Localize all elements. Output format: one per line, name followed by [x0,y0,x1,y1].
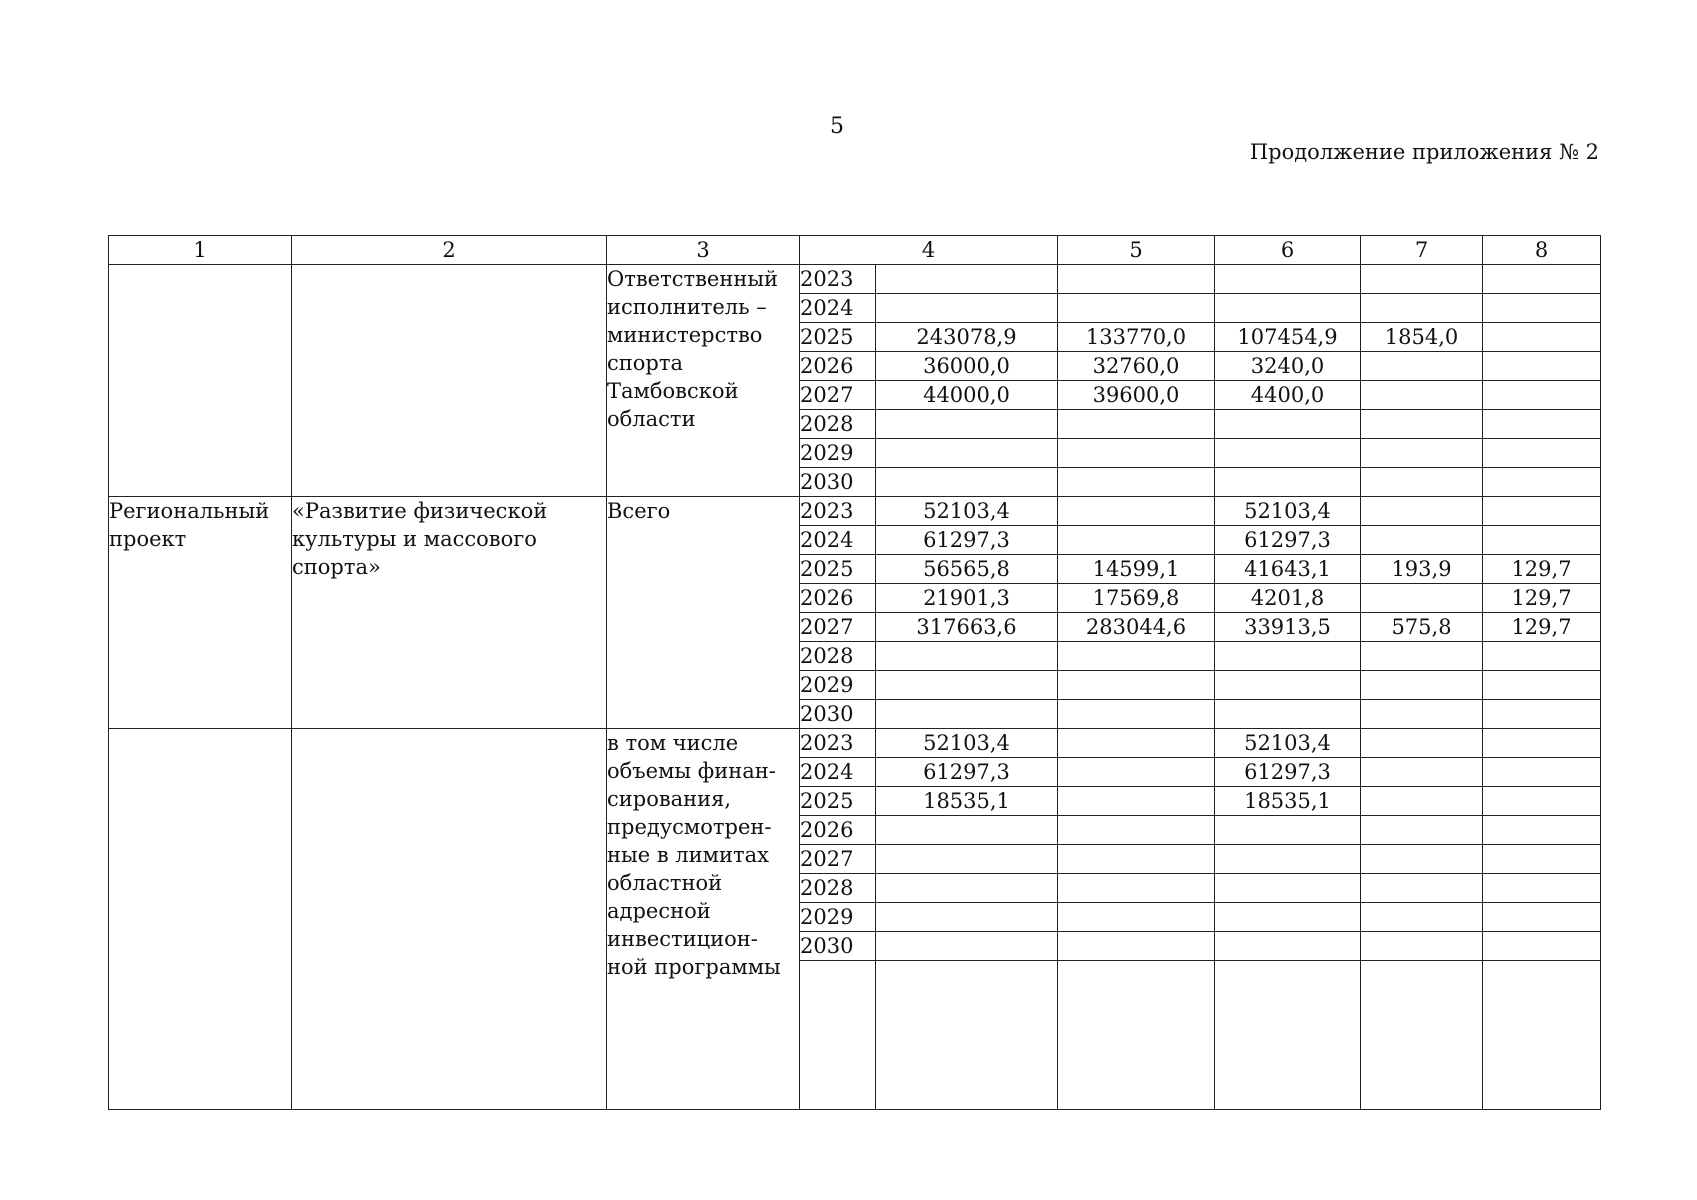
year-cell: 2030 [800,700,876,729]
value-cell-col4: 317663,6 [876,613,1058,642]
value-cell-col7 [1361,265,1483,294]
value-cell-col5 [1058,468,1215,497]
page-number: 5 [830,114,844,139]
year-cell: 2027 [800,381,876,410]
funding-source-line: Тамбовской [607,379,739,403]
value-cell-col5: 17569,8 [1058,584,1215,613]
value-cell-col6: 33913,5 [1215,613,1361,642]
year-cell: 2024 [800,526,876,555]
value-cell-col6 [1215,903,1361,932]
year-cell: 2024 [800,294,876,323]
value-cell-col8 [1483,410,1601,439]
value-cell-col7 [1361,758,1483,787]
year-cell: 2023 [800,729,876,758]
value-cell-col7 [1361,932,1483,961]
year-cell: 2025 [800,555,876,584]
value-cell-col7 [1361,468,1483,497]
value-cell-col8 [1483,816,1601,845]
table-row [109,729,1601,758]
funding-source-line: Всего [607,499,671,523]
value-cell-col5 [1058,758,1215,787]
value-cell-col4 [876,265,1058,294]
value-cell-col8 [1483,265,1601,294]
funding-source-line: спорта [607,351,683,375]
funding-source-line: ные в лимитах [607,843,769,867]
value-cell-col5 [1058,671,1215,700]
value-cell-col8 [1483,642,1601,671]
value-cell-col8: 129,7 [1483,584,1601,613]
value-cell-col8 [1483,874,1601,903]
value-cell-col5 [1058,642,1215,671]
value-cell-col5 [1058,294,1215,323]
value-cell-col8 [1483,323,1601,352]
value-cell-col6 [1215,265,1361,294]
value-cell-col7 [1361,410,1483,439]
value-cell-col4: 18535,1 [876,787,1058,816]
funding-source-line: предусмотрен- [607,815,772,839]
value-cell-col7 [1361,787,1483,816]
column-header-4: 4 [800,236,1058,265]
table-body [109,236,1601,1110]
year-cell: 2029 [800,671,876,700]
value-cell-col5 [1058,874,1215,903]
table-row [109,497,1601,526]
value-cell-col4 [876,410,1058,439]
value-cell-col6 [1215,700,1361,729]
year-cell: 2023 [800,265,876,294]
value-cell-col5 [1058,729,1215,758]
value-cell-col6: 61297,3 [1215,526,1361,555]
value-cell-col6 [1215,845,1361,874]
value-cell-col5 [1058,845,1215,874]
value-cell-col7 [1361,526,1483,555]
column-header-3: 3 [607,236,800,265]
value-cell-col7 [1361,729,1483,758]
funding-source [607,265,800,497]
year-cell: 2028 [800,874,876,903]
value-cell-col5 [1058,903,1215,932]
funding-source-line: адресной [607,899,711,923]
value-cell-col4 [876,932,1058,961]
year-cell: 2030 [800,468,876,497]
value-cell-col6 [1215,642,1361,671]
column-header-2: 2 [292,236,607,265]
column-header-6: 6 [1215,236,1361,265]
year-cell: 2027 [800,845,876,874]
value-cell-col7 [1361,845,1483,874]
value-cell-col5: 32760,0 [1058,352,1215,381]
row-group-label-line: Региональный [109,499,270,523]
value-cell-col6: 41643,1 [1215,555,1361,584]
value-cell-col5 [1058,410,1215,439]
year-cell: 2025 [800,323,876,352]
funding-source-line: объемы финан- [607,759,776,783]
row-group-title-line: спорта» [292,555,381,579]
value-cell-col6: 4201,8 [1215,584,1361,613]
year-cell-empty [800,961,876,1110]
year-cell: 2028 [800,642,876,671]
value-cell-col6 [1215,410,1361,439]
value-cell-col7 [1361,497,1483,526]
value-cell-col5 [1058,265,1215,294]
value-cell-col8 [1483,787,1601,816]
value-cell-col4: 36000,0 [876,352,1058,381]
column-header-7: 7 [1361,236,1483,265]
value-cell-col8 [1483,729,1601,758]
value-cell-col6: 107454,9 [1215,323,1361,352]
year-cell: 2029 [800,439,876,468]
value-cell-col8 [1483,845,1601,874]
table-row [109,265,1601,294]
year-cell: 2024 [800,758,876,787]
value-cell-col7 [1361,903,1483,932]
value-cell-col4: 243078,9 [876,323,1058,352]
value-cell-col7 [1361,642,1483,671]
row-group-label [109,497,292,729]
value-cell-col5 [1058,439,1215,468]
year-cell: 2026 [800,816,876,845]
value-cell-col4: 52103,4 [876,729,1058,758]
value-cell-col8 [1483,439,1601,468]
funding-source-line: в том числе [607,731,739,755]
value-cell-col7 [1361,671,1483,700]
value-cell-col4: 61297,3 [876,758,1058,787]
column-header-8: 8 [1483,236,1601,265]
value-cell-col5 [1058,816,1215,845]
financing-table [108,235,1601,1110]
year-cell: 2023 [800,497,876,526]
value-cell-col8 [1483,758,1601,787]
year-cell: 2030 [800,932,876,961]
value-cell-col8 [1483,526,1601,555]
value-cell-col7: 575,8 [1361,613,1483,642]
value-cell-col5: 39600,0 [1058,381,1215,410]
value-cell-col6 [1215,816,1361,845]
value-cell-col4 [876,874,1058,903]
value-cell-col5 [1058,526,1215,555]
value-cell-empty [1483,961,1601,1110]
value-cell-col6: 3240,0 [1215,352,1361,381]
value-cell-col4 [876,903,1058,932]
column-header-5: 5 [1058,236,1215,265]
value-cell-col7 [1361,381,1483,410]
value-cell-col5 [1058,932,1215,961]
value-cell-col6 [1215,671,1361,700]
funding-source-line: ной программы [607,955,781,979]
row-group-title [292,497,607,729]
value-cell-empty [1058,961,1215,1110]
value-cell-col7 [1361,874,1483,903]
value-cell-empty [876,961,1058,1110]
value-cell-col6: 52103,4 [1215,497,1361,526]
value-cell-col6: 4400,0 [1215,381,1361,410]
value-cell-col4: 21901,3 [876,584,1058,613]
value-cell-col4 [876,439,1058,468]
row-group-title [292,265,607,497]
value-cell-col7: 1854,0 [1361,323,1483,352]
value-cell-col7 [1361,584,1483,613]
year-cell: 2025 [800,787,876,816]
value-cell-col6: 52103,4 [1215,729,1361,758]
value-cell-col7: 193,9 [1361,555,1483,584]
value-cell-col4: 61297,3 [876,526,1058,555]
funding-source-line: Ответственный [607,267,779,291]
value-cell-col8 [1483,468,1601,497]
row-group-title [292,729,607,1110]
value-cell-col6 [1215,932,1361,961]
funding-source-line: области [607,407,696,431]
value-cell-col4 [876,468,1058,497]
value-cell-col8 [1483,497,1601,526]
value-cell-col5 [1058,787,1215,816]
value-cell-col4 [876,845,1058,874]
row-group-title-line: «Развитие физической [292,499,548,523]
value-cell-col8 [1483,903,1601,932]
year-cell: 2029 [800,903,876,932]
value-cell-col8: 129,7 [1483,555,1601,584]
value-cell-col4 [876,294,1058,323]
row-group-title-line: культуры и массового [292,527,537,551]
funding-source-line: министерство [607,323,763,347]
funding-source-line: областной [607,871,723,895]
value-cell-col6: 61297,3 [1215,758,1361,787]
value-cell-col7 [1361,352,1483,381]
year-cell: 2026 [800,584,876,613]
value-cell-col8 [1483,932,1601,961]
value-cell-col6: 18535,1 [1215,787,1361,816]
value-cell-col7 [1361,294,1483,323]
row-group-label [109,265,292,497]
funding-source-line: инвестицион- [607,927,758,951]
value-cell-col4: 56565,8 [876,555,1058,584]
value-cell-col4 [876,671,1058,700]
value-cell-col6 [1215,294,1361,323]
value-cell-col8: 129,7 [1483,613,1601,642]
value-cell-col7 [1361,700,1483,729]
row-group-label-line: проект [109,527,187,551]
value-cell-col8 [1483,381,1601,410]
year-cell: 2027 [800,613,876,642]
year-cell: 2028 [800,410,876,439]
value-cell-col8 [1483,671,1601,700]
value-cell-col4: 44000,0 [876,381,1058,410]
value-cell-col6 [1215,439,1361,468]
value-cell-col4 [876,700,1058,729]
value-cell-col5: 283044,6 [1058,613,1215,642]
value-cell-empty [1215,961,1361,1110]
appendix-label: Продолжение приложения № 2 [1249,140,1599,164]
value-cell-col8 [1483,352,1601,381]
value-cell-col5: 133770,0 [1058,323,1215,352]
value-cell-col8 [1483,294,1601,323]
value-cell-col4: 52103,4 [876,497,1058,526]
header-row [109,236,1601,265]
column-header-1: 1 [109,236,292,265]
value-cell-col5: 14599,1 [1058,555,1215,584]
value-cell-empty [1361,961,1483,1110]
value-cell-col6 [1215,874,1361,903]
funding-source-line: исполнитель – [607,295,767,319]
value-cell-col4 [876,816,1058,845]
funding-source [607,497,800,729]
value-cell-col8 [1483,700,1601,729]
funding-source-line: сирования, [607,787,732,811]
funding-source [607,729,800,1110]
row-group-label [109,729,292,1110]
value-cell-col7 [1361,439,1483,468]
value-cell-col6 [1215,468,1361,497]
value-cell-col7 [1361,816,1483,845]
year-cell: 2026 [800,352,876,381]
value-cell-col4 [876,642,1058,671]
value-cell-col5 [1058,497,1215,526]
value-cell-col5 [1058,700,1215,729]
